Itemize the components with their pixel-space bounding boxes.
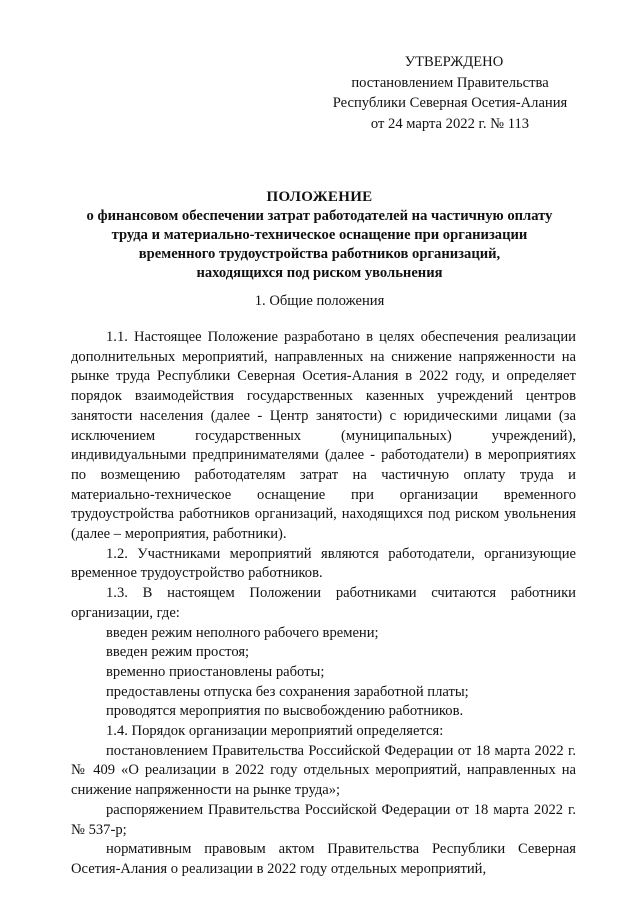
paragraph: распоряжением Правительства Российской Федерации от 18 марта 2022 г. № 537-р; xyxy=(71,801,576,838)
list-item: временно приостановлены работы; xyxy=(106,663,325,680)
title-heading: ПОЛОЖЕНИЕ xyxy=(266,189,373,205)
paragraph: постановлением Правительства Российской Федерации от 18 марта 2022 г. № 409 «О реализации в 2022 году отдельных мероприятий, направленных на снижение напряженности на рынке труда»; xyxy=(71,742,576,799)
approval-stamp xyxy=(300,52,600,134)
document-title xyxy=(62,188,577,283)
title-line: временного трудоустройства работников организаций, xyxy=(138,246,501,262)
section-heading: 1. Общие положения xyxy=(254,293,385,309)
approval-line: Республики Северная Осетия-Алания xyxy=(332,95,568,111)
approval-line: постановлением Правительства xyxy=(351,74,549,91)
title-line: труда и материально-техническое оснащение при организации xyxy=(111,227,528,243)
approval-date: от 24 марта 2022 г. № 113 xyxy=(370,115,530,132)
list-item: проводятся мероприятия по высвобождению работников. xyxy=(106,703,464,720)
document-body xyxy=(71,328,576,880)
title-line: находящихся под риском увольнения xyxy=(196,265,443,281)
paragraph: нормативным правовым актом Правительства Республики Северная Осетия-Алания о реализации в 2022 году отдельных мероприятий, xyxy=(71,841,576,877)
paragraph: 1.2. Участниками мероприятий являются работодатели, организующие временное трудоустройство работников. xyxy=(71,545,576,582)
list-item: введен режим простоя; xyxy=(106,644,250,661)
approval-title: УТВЕРЖДЕНО xyxy=(404,54,504,70)
paragraph: 1.3. В настоящем Положении работниками считаются работники организации, где: xyxy=(71,585,576,621)
paragraph: 1.1. Настоящее Положение разработано в целях обеспечения реализации дополнительных мероприятий, направленных на снижение напряженности на рынке труда Республики Северная Осетия-Алания в 2022 году, и определяет порядок взаимодействия государственных казенных учреждений центров занятости населения (далее - Центр занятости) с юридическими лицами (за исключением государственных (муниципальных) учреждений), индивидуальными предпринимателями (далее - работодатели) в мероприятиях по возмещению работодателям затрат на частичную оплату труда и материально-техническое оснащение при организации временного трудоустройства работников организаций, находящихся под риском увольнения (далее – мероприятия, работники). xyxy=(71,329,576,543)
list-item: введен режим неполного рабочего времени; xyxy=(106,624,379,641)
list-item: предоставлены отпуска без сохранения заработной платы; xyxy=(106,683,469,700)
title-line: о финансовом обеспечении затрат работодателей на частичную оплату xyxy=(86,208,553,224)
paragraph: 1.4. Порядок организации мероприятий определяется: xyxy=(106,723,444,740)
